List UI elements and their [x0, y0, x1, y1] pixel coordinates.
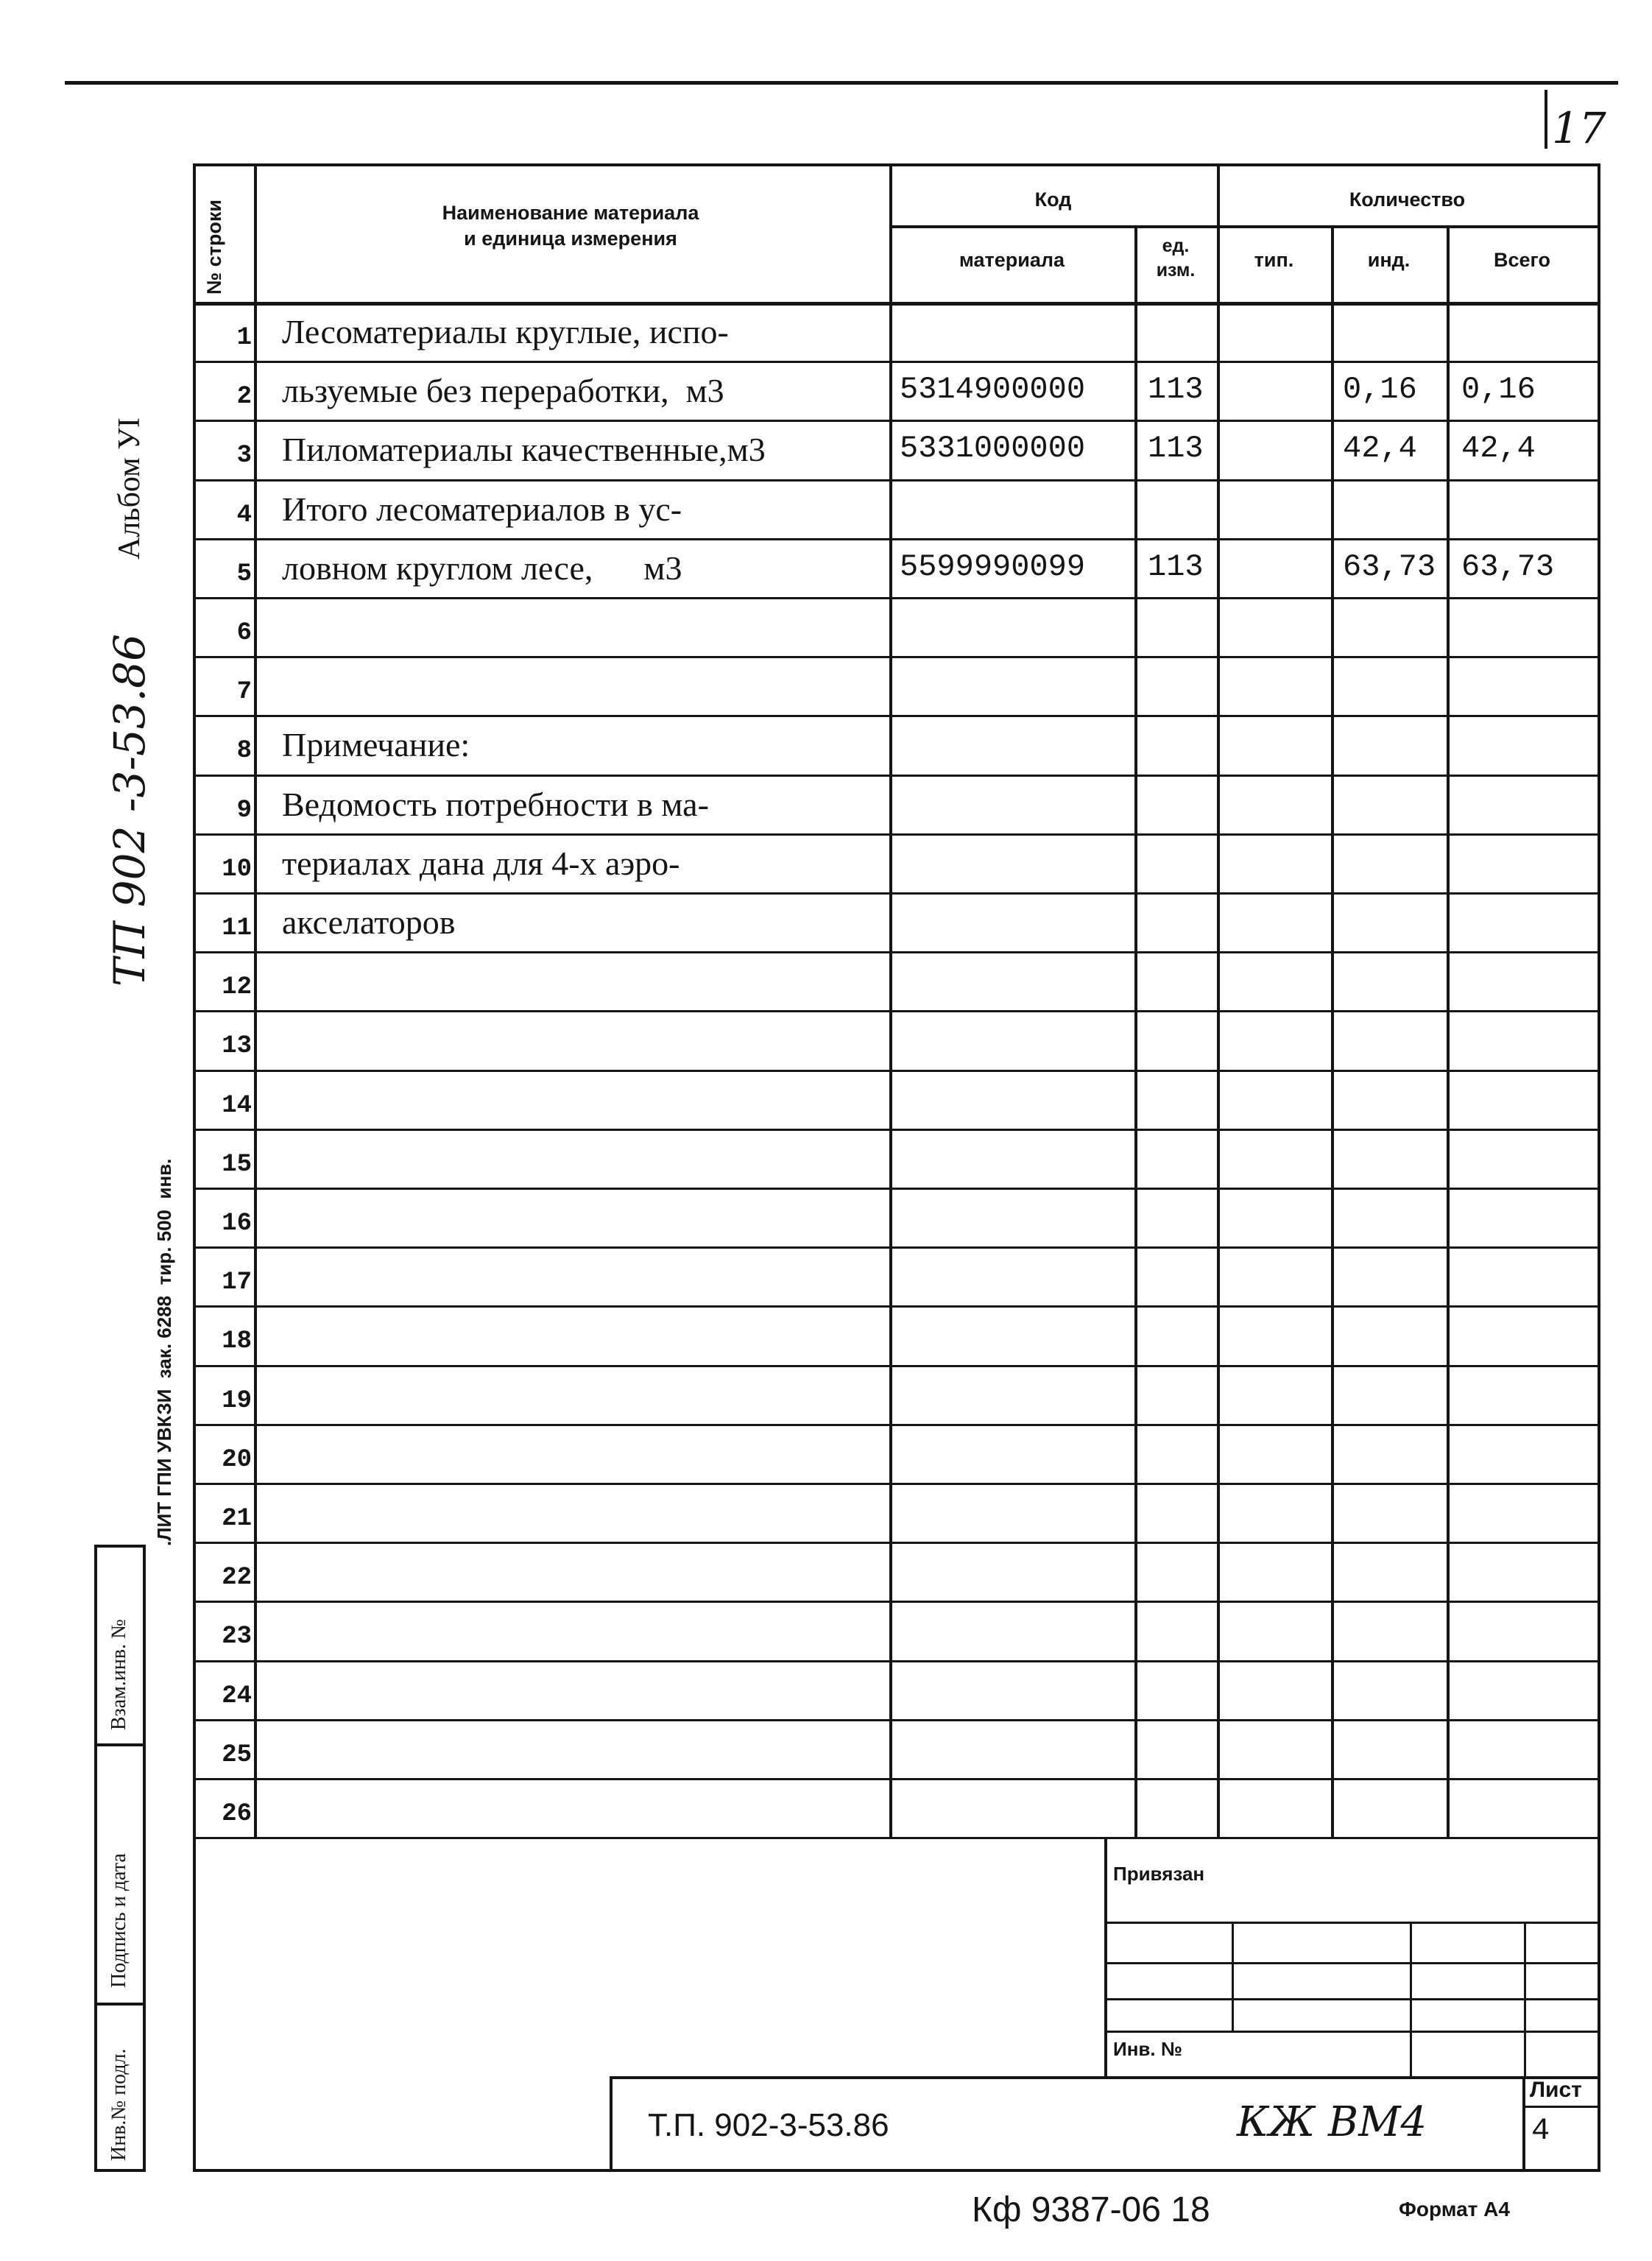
qty-total: 0,16 — [1461, 372, 1536, 407]
row-number: 23 — [222, 1623, 252, 1651]
row-number: 3 — [236, 442, 252, 470]
header-qty-ind: инд. — [1367, 249, 1411, 271]
stamp-top — [94, 1545, 146, 1548]
row-number: 8 — [236, 737, 252, 765]
row-number: 20 — [222, 1446, 252, 1474]
top-rule — [65, 81, 1618, 85]
header-code-material: материала — [959, 249, 1065, 271]
stamp-left-border — [94, 1545, 97, 2172]
row-number: 6 — [236, 619, 252, 647]
row-number: 14 — [222, 1092, 252, 1120]
row-line — [193, 1129, 1600, 1131]
header-row-number: № строки — [203, 200, 225, 294]
material-name: Итого лесоматериалов в ус- — [282, 490, 682, 528]
doc-code-handwritten: ТП 902 -3-53.86 — [105, 634, 155, 987]
material-code: 5331000000 — [900, 431, 1086, 466]
unit-code: 113 — [1148, 549, 1204, 585]
qty-individual: 63,73 — [1343, 549, 1436, 585]
row-number: 15 — [222, 1151, 252, 1179]
row-line — [193, 1010, 1600, 1012]
stamp-podpis: Подпись и дата — [107, 1853, 130, 1988]
row-number: 22 — [222, 1564, 252, 1592]
qty-individual: 42,4 — [1343, 431, 1417, 466]
row-line — [193, 715, 1600, 717]
row-line — [193, 1837, 1600, 1839]
header-bottom-border — [193, 302, 1600, 306]
row-line — [193, 1719, 1600, 1721]
privyazan-label: Привязан — [1113, 1863, 1205, 1885]
row-number: 4 — [236, 501, 252, 529]
row-line — [193, 1365, 1600, 1367]
privyazan-left — [1104, 1837, 1107, 2076]
row-line — [193, 1246, 1600, 1249]
row-line — [193, 1601, 1600, 1603]
privyazan-col-3 — [1524, 1922, 1526, 2076]
material-code: 5599990099 — [900, 549, 1086, 585]
sheet-label-sep — [1522, 2106, 1598, 2108]
row-line — [193, 1483, 1600, 1485]
title-mark-handwritten: КЖ ВМ4 — [1237, 2098, 1427, 2146]
order-number: Кф 9387-06 18 — [972, 2190, 1210, 2229]
row-number: 18 — [222, 1327, 252, 1355]
row-line — [193, 1542, 1600, 1544]
row-number: 19 — [222, 1387, 252, 1415]
qty-total: 63,73 — [1461, 549, 1555, 585]
format-label: Формат А4 — [1399, 2198, 1510, 2221]
material-name: Ведомость потребности в ма- — [282, 786, 709, 823]
col-line-total — [1447, 225, 1450, 1837]
row-line — [193, 892, 1600, 895]
row-number: 26 — [222, 1800, 252, 1828]
row-number: 5 — [236, 560, 252, 588]
col-line-right — [1598, 163, 1600, 1837]
album-label: Альбом УI — [113, 417, 147, 560]
row-number: 10 — [222, 856, 252, 883]
qty-total: 42,4 — [1461, 431, 1536, 466]
title-bottom-border — [193, 2169, 1600, 2172]
row-line — [193, 420, 1600, 422]
row-number: 1 — [236, 324, 252, 352]
row-number: 25 — [222, 1741, 252, 1769]
row-line — [193, 775, 1600, 777]
row-number: 12 — [222, 973, 252, 1001]
row-number: 17 — [222, 1269, 252, 1297]
sheet-label: Лист — [1530, 2078, 1582, 2102]
row-line — [193, 361, 1600, 363]
print-info: .ЛИТ ГПИ УВКЗИ зак. 6288 тир. 500 инв. — [153, 1158, 175, 1546]
row-number: 13 — [222, 1032, 252, 1060]
title-doc-designation: Т.П. 902-3-53.86 — [648, 2107, 889, 2143]
row-line — [193, 951, 1600, 953]
material-name: акселаторов — [282, 903, 456, 941]
unit-code: 113 — [1148, 372, 1204, 407]
unit-code: 113 — [1148, 431, 1204, 466]
row-line — [193, 1188, 1600, 1190]
table-top-border — [193, 163, 1600, 166]
header-qty-typ: тип. — [1254, 249, 1294, 271]
row-number: 21 — [222, 1505, 252, 1533]
privyazan-col-2 — [1410, 1922, 1412, 2076]
sheet-number: 4 — [1531, 2113, 1550, 2148]
row-line — [193, 1070, 1600, 1072]
row-line — [193, 1778, 1600, 1780]
col-line-ind — [1331, 225, 1334, 1837]
header-qty-total: Всего — [1494, 249, 1550, 271]
header-code: Код — [1034, 188, 1072, 211]
material-name: Лесоматериалы круглые, испо- — [282, 313, 729, 350]
header-name: Наименование материала и единица измерения — [442, 202, 699, 250]
title-left-border — [193, 1837, 196, 2172]
material-name: Пиломатериалы качественные,м3 — [282, 431, 766, 468]
row-number: 16 — [222, 1210, 252, 1238]
qty-individual: 0,16 — [1343, 372, 1417, 407]
col-line-code — [889, 163, 892, 1837]
title-main-top — [610, 2076, 1598, 2079]
header-sub-line-qty — [1217, 225, 1598, 228]
row-line — [193, 1305, 1600, 1308]
row-line — [193, 479, 1600, 482]
row-line — [193, 538, 1600, 540]
row-line — [193, 833, 1600, 836]
stamp-inner-border — [143, 1545, 146, 2172]
page-number: 17 — [1552, 103, 1606, 153]
col-line-unit — [1134, 225, 1137, 1837]
row-line — [193, 1660, 1600, 1662]
sheet-col-left — [1522, 2076, 1525, 2169]
inv-no-label: Инв. № — [1113, 2038, 1182, 2060]
row-line — [193, 1424, 1600, 1426]
row-line — [193, 656, 1600, 658]
material-name: ловном круглом лесе, м3 — [282, 549, 682, 587]
row-line — [193, 597, 1600, 599]
col-line-typ — [1217, 163, 1220, 1837]
material-name: териалах дана для 4-х аэро- — [282, 844, 680, 882]
stamp-sep-2 — [94, 2003, 146, 2006]
title-main-left — [610, 2076, 613, 2169]
row-number: 24 — [222, 1682, 252, 1710]
header-quantity: Количество — [1349, 188, 1466, 211]
stamp-sep-1 — [94, 1743, 146, 1746]
title-right-border — [1598, 1837, 1600, 2172]
header-code-unit: ед. изм. — [1156, 236, 1196, 281]
stamp-bottom — [94, 2169, 146, 2172]
row-number: 11 — [222, 914, 252, 942]
material-name: льзуемые без переработки, м3 — [282, 372, 724, 409]
row-number: 2 — [236, 383, 252, 411]
stamp-inv: Инв.№ подл. — [107, 2048, 130, 2161]
privyazan-col-1 — [1232, 1922, 1234, 2032]
material-code: 5314900000 — [900, 372, 1086, 407]
stamp-vzam: Взам.инв. № — [107, 1619, 130, 1730]
row-number: 7 — [236, 678, 252, 706]
header-sub-line-code — [889, 225, 1217, 228]
col-line-name — [254, 163, 257, 1837]
page-number-bracket — [1545, 90, 1547, 149]
row-number: 9 — [236, 797, 252, 825]
material-name: Примечание: — [282, 726, 470, 763]
